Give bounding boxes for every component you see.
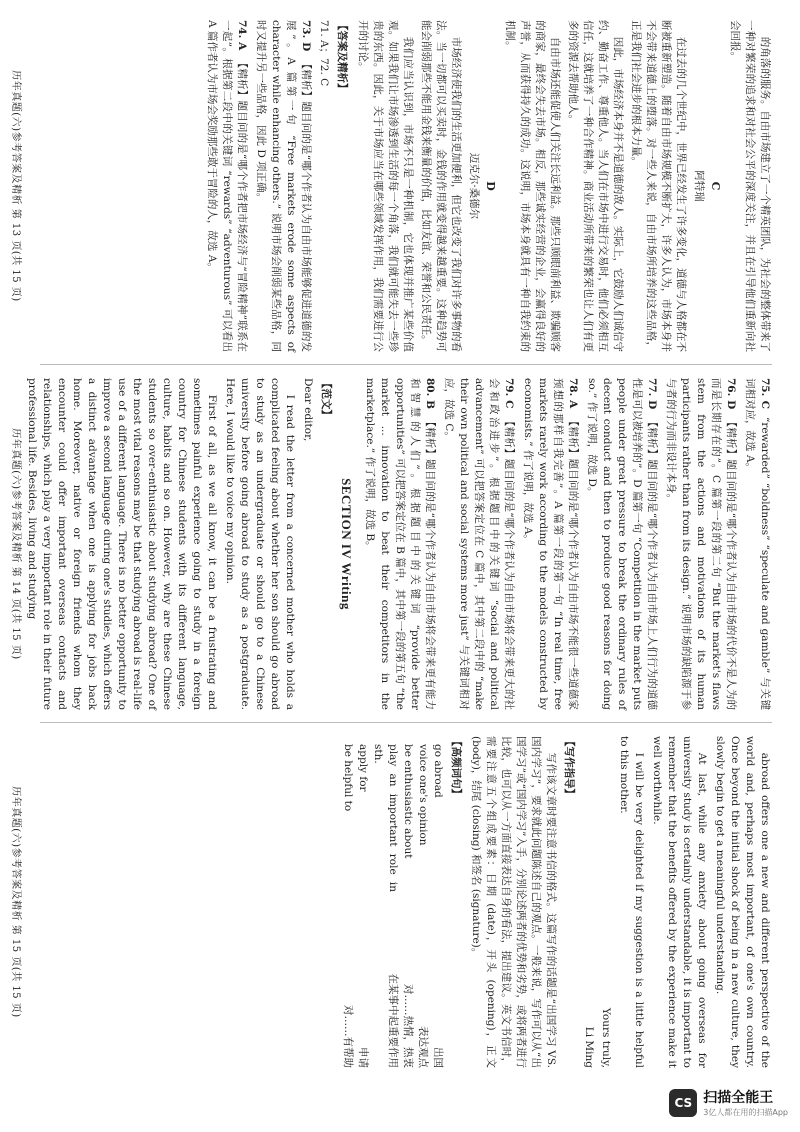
passage-c-subheading: 阿特瑞: [693, 170, 705, 202]
answer-text: 【精析】题目问的是“哪个作者认为自由市场将会带来更大的社会和政治进步”。根据题目中的关键词 “social and political advancement” 可以把答案定位在 C 篇中，其中第二段中的 “make their own political and social systems more just” 与关键词相对应，故选 C。: [443, 378, 515, 711]
passage-d-paragraph: 我们应当认识到，市场不只是一种机制，它也体现并推广某些价值观。如果我们让市场渗透到生活的每一个角落，我们就可能失去一些珍贵的东西。因此，关于市场应当在哪些领域发挥作用，我们需要进行公开的讨论。: [357, 20, 414, 352]
column-divider: [40, 364, 772, 365]
phrase-en: be enthusiastic about: [402, 744, 414, 859]
phrase-en: go abroad: [432, 744, 444, 798]
answer-item: [584, 378, 659, 710]
answer-number: 80. B: [424, 378, 436, 409]
essay-paragraph: abroad offers one a new and different perspective of the world and, perhaps most important, of one's own country. Once beyond the initial shock of being in a new culture, they slowly begin to get a meaningful understanding.: [714, 736, 771, 1068]
answer-number: 74. A: [236, 20, 248, 51]
answer-text: 【精析】题目问的是“哪个作者把市场经济与“冒险精神”联系在一起”。根据第二段中的关键词 “rewards” “adventurous” 可以看出 A 篇作者认为市场会奖励那些敢于冒险的人，故选 A。: [206, 20, 248, 353]
phrase-zh: 对……热情，热衷: [402, 984, 414, 1068]
model-essay-title: 【范文】: [320, 378, 332, 420]
answer-number: 78. A: [567, 378, 579, 409]
answer-number: 79. C: [503, 378, 515, 409]
page-footer: 历年真题(六)参考答案及精析 第 13 页(共 15 页): [10, 70, 21, 302]
writing-guide-text: 写作该文章时要注意书信的格式。这篇写作的话题是“出国学习 VS. 国内学习”，要求就此问题陈述自己的观点。一般来说，写作可以从“出国学习”或“国内学习”入手，分别论述两者的优势和劣势，或将两者进行比较，也可以从一方面直接表达自身的看法，提出建议。英文书信时，需要注意五个组成要素：日期 (date)，开头 (opening)，正文 (body)，结尾 (closing) 和签名 (signature)。: [470, 736, 557, 1068]
answer-text: 【精析】题目问的是“哪个作者认为自由市场不能很一些道德家预想的那样自我完善”。A 篇第一段的第一句 “In real time, free markets rarely work according to the models constructed by economists.” 作了说明，故选 A。: [522, 378, 579, 711]
phrase-zh: 申请: [357, 1047, 369, 1068]
column-divider: [40, 722, 772, 723]
quick-answers: 71. A；72. C: [318, 20, 330, 87]
essay-paragraph: At last, while any anxiety about going overseas for university study is certainly understandable, it is important to remember that the benefits offered by the experience make it well worthwhile.: [651, 736, 708, 1068]
essay-paragraph: I will be very delighted if my suggestion is a little helpful to this mother.: [618, 736, 645, 1068]
phrase-zh: 表达观点: [417, 1026, 429, 1068]
passage-c-paragraph: 自由市场还能促使人们关注长远利益。那些只顾眼前利益、欺骗顾客的商家，最终会失去市场。相反，那些诚实经营的企业，会赢得良好的声誉，从而获得持久的成功。这说明，市场本身就具有一种自我约束的机制。: [504, 20, 561, 352]
phrase-en: voice one's opinion: [417, 744, 429, 846]
answer-item: [742, 378, 772, 710]
passage-c-paragraph: 在过去的几个世纪中，世界已经发生了许多变化，道德与人格都在不断被重新塑造。随着自由市场规模不断扩大，许多人认为，市场本身并不会带来道德上的堕落。对一些人来说，自由市场所培养的这些品格，正是我们社会进步的根本力量。: [630, 20, 687, 352]
phrase-en: play an important role in sth.: [372, 744, 399, 892]
answer-item: [253, 20, 313, 352]
writing-guide-title: 【写作指导】: [563, 736, 575, 799]
column-2: [26, 378, 772, 711]
passage-c-paragraph: 因此，市场经济本身并不是道德的敌人。实际上，它鼓励人们诚信守约、勤奋工作、尊重他人。当人们在市场中进行交易时，他们必须相互信任，这就培养了一种合作精神。商业活动所带来的繁荣也让人们有更多的资源去帮助他人。: [567, 20, 624, 352]
section-title: SECTION IV Writing: [339, 478, 354, 610]
phrase-zh: 出国: [432, 1047, 444, 1068]
phrase-list: [340, 736, 445, 1068]
watermark-text: [703, 1087, 788, 1118]
page-footer: 历年真题(六)参考答案及精析 第 14 页(共 15 页): [10, 428, 21, 660]
watermark-app-name: 扫描全能王: [703, 1090, 774, 1106]
answer-text: 【精析】题目问的是“哪个作者认为自由市场将会带来更有能力和智慧的人们”。根据题目中的关键词 “provide better opportunities” 可以把答案定位在 B 篇中，其中第一段的第五句 “the market ... innovation to beat their competitors in the marketplace.” 作了说明，故选 B。: [364, 378, 436, 710]
essay-paragraph: First of all, as we all know, it can be a frustrating and sometimes painful experience going to study in a foreign country for Chinese students with its different language, culture, habits and so on. However, why are these Chinese students so over-enthusiastic about studying abroad? One of the most vital reasons may be that studying abroad is real-life use of a different language. There is no better opportunity to improve a second language during one's studies, which offers a distinct advantage when one is applying for jobs back home. Moreover, native or foreign friends whom they encounter could offer important overseas contacts and relationships, which play a very important role in their future professional life. Besides, living and studying: [26, 378, 218, 710]
answer-number: 75. C: [759, 378, 771, 409]
letter-signature: Li Ming: [583, 1026, 595, 1068]
scanner-watermark: [669, 1087, 788, 1118]
watermark-tagline: 3亿人都在用的扫描App: [703, 1108, 788, 1117]
column-3: [40, 736, 772, 1068]
answer-number: 76. D: [725, 378, 737, 410]
phrase-en: apply for: [357, 744, 369, 792]
answer-item: [663, 378, 738, 710]
essay-paragraph: I read the letter from a concerned mother who holds a complicated feeling about whether her son should go abroad to study as an undergraduate or should go to a Chinese university before going abroad to study as a postgraduate. Here, I would like to voice my opinion.: [224, 378, 296, 710]
answer-text: “rewarded” “boldness” “speculate and gamble” 与关键词相对应，故选 A。: [744, 378, 771, 711]
column-1: [40, 20, 772, 352]
answer-text: 【精析】题目问的是“哪个作者认为自由市场上人们行为的道德性是可以被培养的”。D 篇第一句 “Competition in the market puts people under great pressure to break the ordinary rules of decent conduct and then to produce good reasons for doing so.” 作了说明，故选 D。: [586, 378, 658, 711]
answer-item: [441, 378, 516, 710]
answer-number: 73. D: [300, 20, 312, 52]
passage-d-heading: D: [484, 181, 497, 191]
letter-closing: Yours truly,: [600, 1007, 612, 1068]
answer-item: [520, 378, 580, 710]
passage-c-heading: C: [709, 181, 722, 191]
phrase-zh: 在某事中起重要作用: [387, 973, 399, 1068]
essay-salutation: Dear editor,: [302, 378, 314, 442]
phrase-en: be helpful to: [342, 744, 354, 812]
answer-text: 【精析】题目问的是“哪个作者认为自由市场的代价不是人为的而是长期存在的”。C 篇第一段的第二句 “But the market's flaws stem from the actions and motivations of its human participants rather than from its design.” 说明市场的缺陷源于参与者的行为而非设计本身。: [665, 378, 737, 711]
passage-d-paragraph: 市场经济使我们的生活更加便利，但它也改变了我们对许多事物的看法。当一切都可以买卖时，金钱的作用就变得越来越重要。这种趋势可能会削弱那些不能用金钱来衡量的价值，比如友谊、荣誉和公民责任。: [420, 20, 462, 352]
camscanner-logo-icon: CS: [669, 1089, 697, 1117]
phrase-zh: 对……有帮助: [342, 1005, 354, 1068]
answer-text: 【精析】题目问的是“哪个作者认为自由市场能够促进道德的发展”。A 篇第一句 “Free markets erode some aspects of character while enhancing others.” 说明市场会削弱某些品格，同时又提升另一些品格，因此 D 项正确。: [255, 20, 312, 353]
page-footer: 历年真题(六)参考答案及精析 第 15 页(共 15 页): [10, 786, 21, 1018]
answer-item: [362, 378, 437, 710]
passage-d-subheading: 迈克尔·桑德尔: [468, 152, 480, 220]
answer-number: 77. D: [646, 378, 658, 410]
answer-item: [204, 20, 249, 352]
answer-key-title: 【答案及精析】: [336, 20, 348, 94]
phrases-title: 【高频词句】: [450, 736, 462, 799]
intro-paragraph: 的角落的服务。自由市场建立了一个精英团队，为社会的整体带来了一种对繁荣的追求和对社会公平的深度关注，并且在引导他们重新向社会回报。: [729, 20, 771, 352]
